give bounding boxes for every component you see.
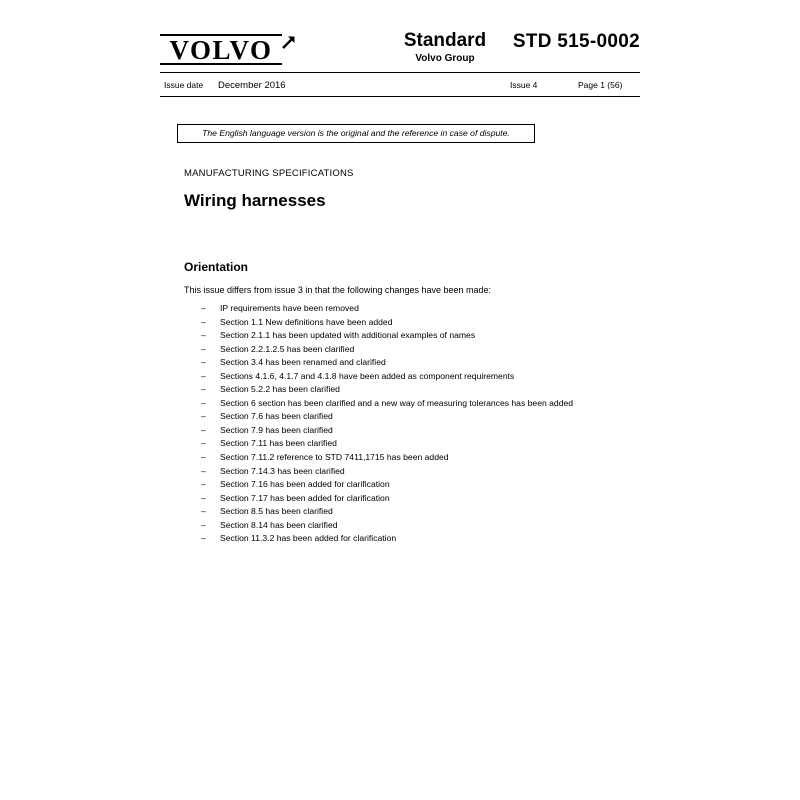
list-item [184,410,634,424]
list-item [184,343,634,357]
changes-list [184,302,634,546]
list-item-label: Section 2.2.1.2.5 has been clarified [220,343,355,354]
list-item [184,424,634,438]
list-bullet-dash: – [201,397,206,408]
list-item [184,302,634,316]
document-subtitle: Volvo Group [415,53,475,64]
language-notice-text: The English language version is the original and the reference in case of dispute. [202,128,510,138]
list-item-label: IP requirements have been removed [220,303,359,313]
list-bullet-dash: – [201,370,206,381]
language-notice-box [177,124,535,143]
list-bullet-dash: – [201,492,206,503]
list-item-label: Section 2.1.1 has been updated with additional examples of names [220,330,476,341]
list-item-label: Section 7.11 has been clarified [220,438,337,449]
volvo-logo [160,34,282,65]
list-item-label: Section 8.5 has been clarified [220,506,333,517]
issue-row-divider [160,96,640,97]
section-heading-orientation: Orientation [184,260,249,274]
list-item [184,370,634,384]
specification-category-label: MANUFACTURING SPECIFICATIONS [184,168,354,179]
list-bullet-dash: – [201,343,206,354]
list-item [184,492,634,506]
issue-date-value: December 2016 [218,80,286,91]
list-item-label: Section 8.14 has been clarified [220,519,338,530]
list-item-label: Section 7.17 has been added for clarification [220,492,390,503]
list-item-label: Section 5.2.2 has been clarified [220,384,340,395]
issue-date-label: Issue date [164,80,204,90]
list-item [184,316,634,330]
list-bullet-dash: – [201,384,206,395]
list-bullet-dash: – [201,452,206,463]
list-bullet-dash: – [201,357,206,368]
document-number: STD 515-0002 [512,31,640,52]
volvo-logo-text: VOLVO [160,34,282,65]
page-number-label: Page 1 (56) [578,80,623,90]
list-item [184,437,634,451]
list-item [184,383,634,397]
document-header [160,18,640,65]
list-item-label: Section 7.6 has been clarified [220,411,333,422]
list-bullet-dash: – [201,411,206,422]
list-item [184,505,634,519]
list-item [184,451,634,465]
list-item-label: Section 3.4 has been renamed and clarified [220,357,386,368]
list-item [184,519,634,533]
list-item-label: Sections 4.1.6, 4.1.7 and 4.1.8 have been added as component requirements [220,370,515,381]
list-bullet-dash: – [201,303,206,313]
list-item-label: Section 7.9 has been clarified [220,424,333,435]
list-bullet-dash: – [201,533,206,544]
list-item [184,397,634,411]
list-item [184,532,634,546]
list-bullet-dash: – [201,438,206,449]
list-bullet-dash: – [201,519,206,530]
list-bullet-dash: – [201,465,206,476]
document-title: Standard [403,30,487,51]
list-item-label: Section 7.16 has been added for clarification [220,479,390,490]
list-item-label: Section 1.1 New definitions have been added [220,316,393,327]
orientation-intro-text: This issue differs from issue 3 in that the following changes have been made: [184,285,492,295]
list-item-label: Section 6 section has been clarified and a new way of measuring tolerances has been added [220,397,574,408]
issue-number-label: Issue 4 [510,80,538,90]
list-bullet-dash: – [201,330,206,341]
list-bullet-dash: – [201,506,206,517]
list-item-label: Section 11.3.2 has been added for clarification [220,533,397,544]
list-item [184,356,634,370]
list-item [184,329,634,343]
list-item-label: Section 7.11.2 reference to STD 7411,1715 has been added [220,452,449,463]
list-item [184,465,634,479]
list-bullet-dash: – [201,479,206,490]
page-title: Wiring harnesses [184,191,326,210]
header-divider [160,72,640,73]
list-item [184,478,634,492]
list-bullet-dash: – [201,424,206,435]
issue-info-row [160,78,640,96]
list-item-label: Section 7.14.3 has been clarified [220,465,345,476]
list-bullet-dash: – [201,316,206,327]
volvo-iron-mark-arrow-icon [281,36,295,50]
